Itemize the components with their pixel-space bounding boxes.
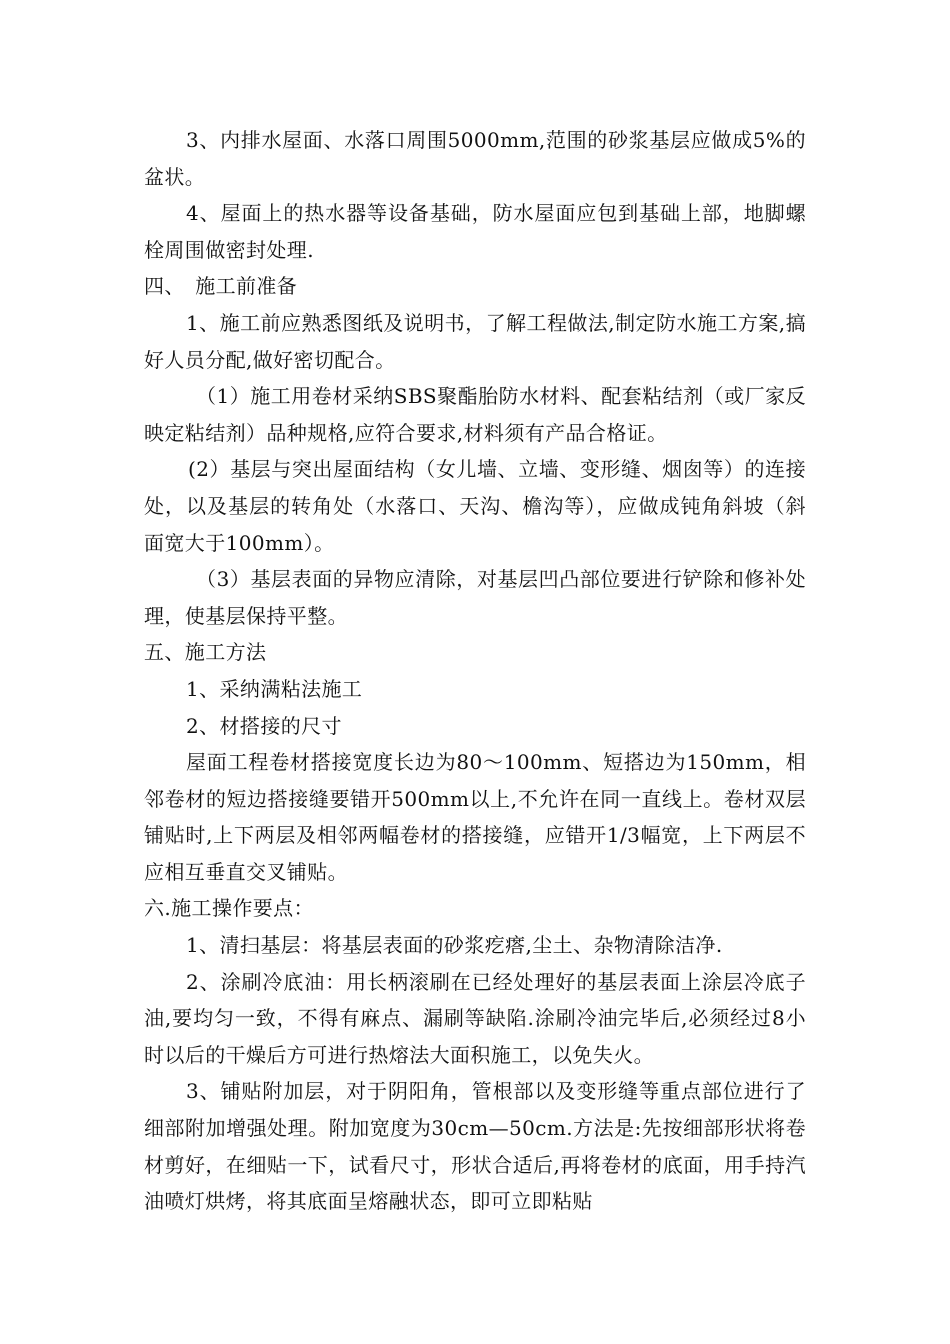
paragraph-material-sbs: （1）施工用卷材采纳SBS聚酯胎防水材料、配套粘结剂（或厂家反映定粘结剂）品种规格,应符合要求,材料须有产品合格证。 <box>144 384 806 445</box>
section-heading-key-points: 六.施工操作要点： <box>144 896 314 921</box>
section-heading-preparation: 四、 施工前准备 <box>144 274 298 299</box>
paragraph-additional-layer: 3、铺贴附加层，对于阴阳角，管根部以及变形缝等重点部位进行了细部附加增强处理。附加宽度为30cm—50cm.方法是:先按细部形状将卷材剪好，在细贴一下，试看尺寸，形状合适后,再将卷材的底面，用手持汽油喷灯烘烤，将其底面呈熔融状态，即可立即粘贴 <box>144 1079 806 1214</box>
paragraph-lap-size-title: 2、材搭接的尺寸 <box>186 713 342 738</box>
paragraph-clean-base: 1、清扫基层：将基层表面的砂浆疙瘩,尘土、杂物清除洁净. <box>186 933 723 958</box>
paragraph-familiarize-drawings: 1、施工前应熟悉图纸及说明书，了解工程做法,制定防水施工方案,搞好人员分配,做好密切配合。 <box>144 310 806 372</box>
section-heading-method: 五、施工方法 <box>144 640 267 665</box>
paragraph-lap-width: 屋面工程卷材搭接宽度长边为80～100mm、短搭边为150mm，相邻卷材的短边搭接缝要错开500mm以上,不允许在同一直线上。卷材双层铺贴时,上下两层及相邻两幅卷材的搭接缝，应错开1/3幅宽，上下两层不应相互垂直交叉铺贴。 <box>144 750 806 884</box>
paragraph-equipment-foundation: 4、屋面上的热水器等设备基础，防水屋面应包到基础上部，地脚螺栓周围做密封处理. <box>144 201 806 262</box>
paragraph-drainage-roof: 3、内排水屋面、水落口周围5000mm,范围的砂浆基层应做成5%的盆状。 <box>144 128 806 189</box>
paragraph-primer-coating: 2、涂刷冷底油：用长柄滚刷在已经处理好的基层表面上涂层冷底子油,要均匀一致，不得有麻点、漏刷等缺陷.涂刷冷油完毕后,必须经过8小时以后的干燥后方可进行热熔法大面积施工，以免失火。 <box>144 969 806 1067</box>
paragraph-full-adhesion: 1、采纳满粘法施工 <box>186 676 363 701</box>
paragraph-base-cleaning: （3）基层表面的异物应清除，对基层凹凸部位要进行铲除和修补处理，使基层保持平整。 <box>144 567 806 628</box>
document-body <box>144 122 806 1220</box>
paragraph-base-connection: (2）基层与突出屋面结构（女儿墙、立墙、变形缝、烟囱等）的连接处，以及基层的转角处（水落口、天沟、檐沟等），应做成钝角斜坡（斜面宽大于100mm）。 <box>144 457 806 555</box>
